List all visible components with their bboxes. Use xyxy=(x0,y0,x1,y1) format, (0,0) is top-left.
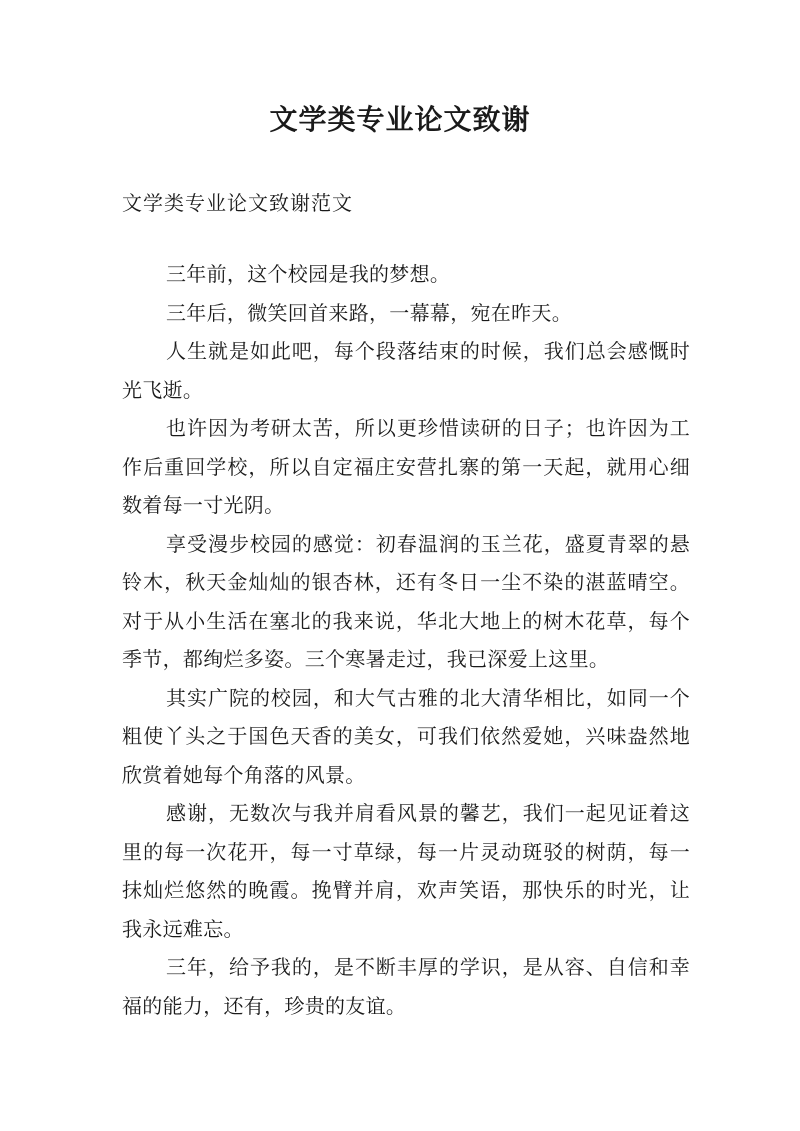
paragraph: 三年后，微笑回首来路，一幕幕，宛在昨天。 xyxy=(166,300,572,325)
paragraph: 感谢，无数次与我并肩看风景的馨艺，我们一起见证着这里的每一次花开，每一寸草绿，每一片灵动斑驳的树荫，每一抹灿烂悠然的晚霞。挽臂并肩，欢声笑语，那快乐的时光，让我永远难忘。 xyxy=(122,801,690,941)
document-body xyxy=(122,255,690,1025)
paragraph: 三年前，这个校园是我的梦想。 xyxy=(166,262,451,286)
paragraph: 享受漫步校园的感觉：初春温润的玉兰花，盛夏青翠的悬铃木，秋天金灿灿的银杏林，还有冬日一尘不染的湛蓝晴空。对于从小生活在塞北的我来说，华北大地上的树木花草，每个季节，都绚烂多姿。三个寒暑走过，我已深爱上这里。 xyxy=(122,531,690,671)
paragraph: 其实广院的校园，和大气古雅的北大清华相比，如同一个粗使丫头之于国色天香的美女，可我们依然爱她，兴味盎然地欣赏着她每个角落的风景。 xyxy=(122,685,690,787)
page-title: 文学类专业论文致谢 xyxy=(269,103,531,136)
document-subtitle: 文学类专业论文致谢范文 xyxy=(122,191,353,215)
paragraph: 三年，给予我的，是不断丰厚的学识，是从容、自信和幸福的能力，还有，珍贵的友谊。 xyxy=(122,955,690,1018)
paragraph: 人生就是如此吧，每个段落结束的时候，我们总会感慨时光飞逝。 xyxy=(122,339,690,402)
paragraph: 也许因为考研太苦，所以更珍惜读研的日子；也许因为工作后重回学校，所以自定福庄安营扎寨的第一天起，就用心细数着每一寸光阴。 xyxy=(122,416,690,517)
